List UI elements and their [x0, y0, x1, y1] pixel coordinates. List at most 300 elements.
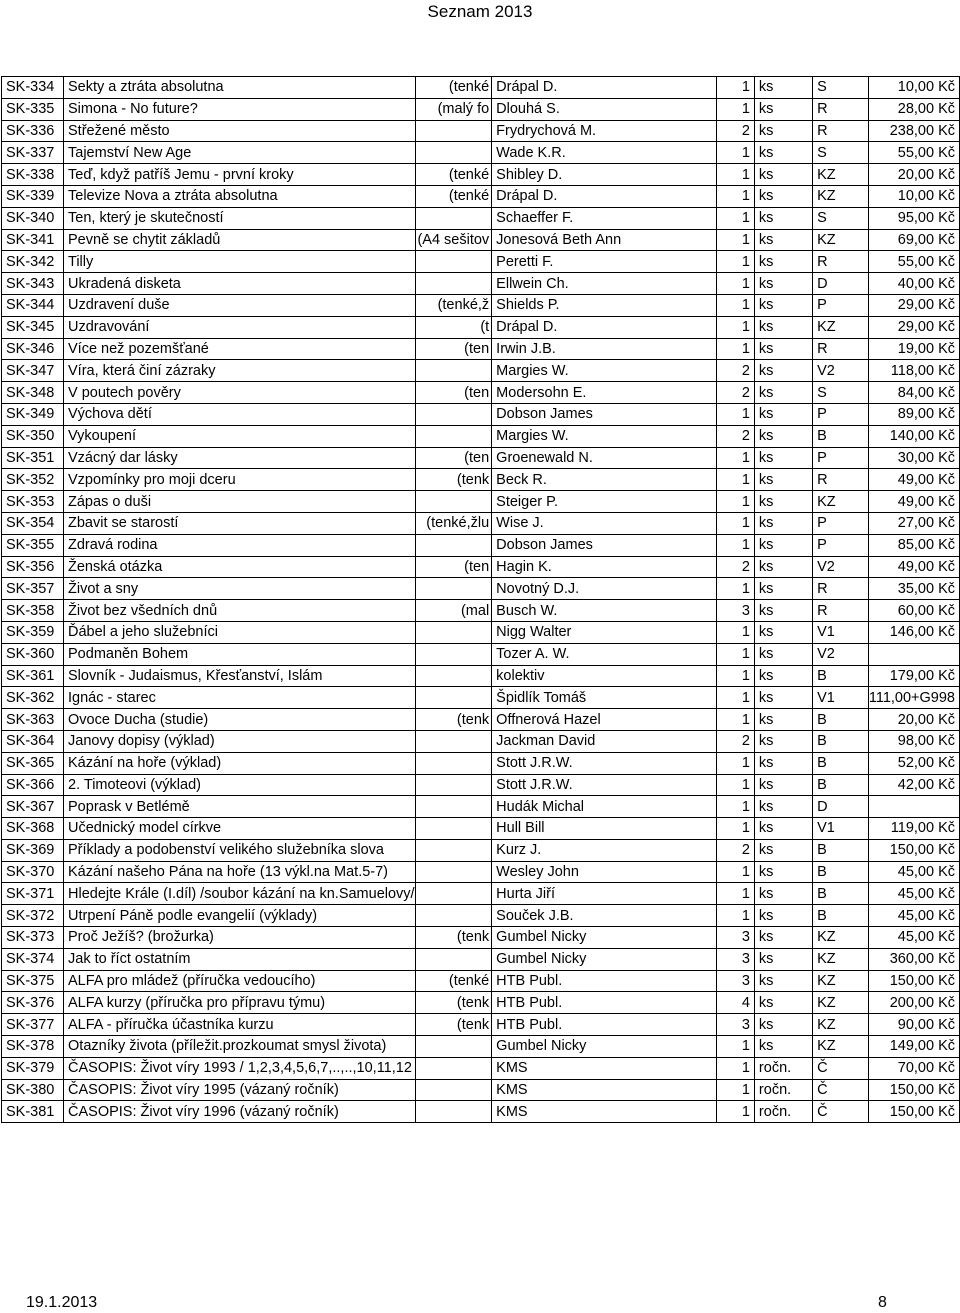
- title-cell: ČASOPIS: Život víry 1995 (vázaný ročník): [64, 1079, 416, 1101]
- code-cell: SK-377: [2, 1014, 64, 1036]
- author-cell: HTB Publ.: [492, 1014, 717, 1036]
- price-cell: 10,00 Kč: [868, 185, 959, 207]
- price-cell: 19,00 Kč: [868, 338, 959, 360]
- table-row: [2, 534, 960, 556]
- price-cell: 20,00 Kč: [868, 709, 959, 731]
- table-row: [2, 207, 960, 229]
- category-cell: KZ: [813, 1014, 869, 1036]
- title-cell: Ignác - starec: [64, 687, 416, 709]
- note-cell: [415, 796, 492, 818]
- author-cell: Nigg Walter: [492, 621, 717, 643]
- author-cell: Wise J.: [492, 512, 717, 534]
- code-cell: SK-370: [2, 861, 64, 883]
- author-cell: kolektiv: [492, 665, 717, 687]
- table-row: [2, 730, 960, 752]
- unit-cell: ks: [754, 294, 812, 316]
- table-row: [2, 643, 960, 665]
- author-cell: Drápal D.: [492, 77, 717, 99]
- author-cell: Dobson James: [492, 403, 717, 425]
- note-cell: (A4 sešitov: [415, 229, 492, 251]
- unit-cell: ks: [754, 273, 812, 295]
- quantity-cell: 1: [717, 316, 754, 338]
- unit-cell: ks: [754, 1014, 812, 1036]
- category-cell: D: [813, 273, 869, 295]
- table-row: [2, 861, 960, 883]
- category-cell: S: [813, 382, 869, 404]
- unit-cell: ks: [754, 883, 812, 905]
- author-cell: Stott J.R.W.: [492, 774, 717, 796]
- price-cell: [868, 643, 959, 665]
- code-cell: SK-352: [2, 469, 64, 491]
- table-row: [2, 1079, 960, 1101]
- code-cell: SK-338: [2, 164, 64, 186]
- code-cell: SK-357: [2, 578, 64, 600]
- table-row: [2, 818, 960, 840]
- note-cell: (tenk: [415, 992, 492, 1014]
- author-cell: Margies W.: [492, 425, 717, 447]
- code-cell: SK-363: [2, 709, 64, 731]
- category-cell: KZ: [813, 229, 869, 251]
- category-cell: Č: [813, 1079, 869, 1101]
- table-row: [2, 338, 960, 360]
- footer-page-number: 8: [878, 1294, 887, 1311]
- author-cell: Kurz J.: [492, 839, 717, 861]
- code-cell: SK-371: [2, 883, 64, 905]
- author-cell: Offnerová Hazel: [492, 709, 717, 731]
- author-cell: Stott J.R.W.: [492, 752, 717, 774]
- category-cell: R: [813, 98, 869, 120]
- note-cell: [415, 861, 492, 883]
- unit-cell: ks: [754, 621, 812, 643]
- code-cell: SK-344: [2, 294, 64, 316]
- note-cell: [415, 643, 492, 665]
- note-cell: [415, 752, 492, 774]
- unit-cell: ks: [754, 752, 812, 774]
- unit-cell: ks: [754, 447, 812, 469]
- table-row: [2, 796, 960, 818]
- note-cell: [415, 687, 492, 709]
- price-cell: 140,00 Kč: [868, 425, 959, 447]
- note-cell: (tenk: [415, 1014, 492, 1036]
- category-cell: KZ: [813, 948, 869, 970]
- title-cell: Hledejte Krále (I.díl) /soubor kázání na kn.Samuelovy/: [64, 883, 416, 905]
- note-cell: (ten: [415, 556, 492, 578]
- author-cell: HTB Publ.: [492, 992, 717, 1014]
- code-cell: SK-334: [2, 77, 64, 99]
- category-cell: Č: [813, 1101, 869, 1123]
- unit-cell: ks: [754, 469, 812, 491]
- note-cell: (t: [415, 316, 492, 338]
- code-cell: SK-380: [2, 1079, 64, 1101]
- title-cell: Život a sny: [64, 578, 416, 600]
- price-cell: 85,00 Kč: [868, 534, 959, 556]
- table-row: [2, 687, 960, 709]
- code-cell: SK-343: [2, 273, 64, 295]
- author-cell: Dlouhá S.: [492, 98, 717, 120]
- code-cell: SK-351: [2, 447, 64, 469]
- unit-cell: ks: [754, 948, 812, 970]
- note-cell: [415, 142, 492, 164]
- title-cell: Uzdravování: [64, 316, 416, 338]
- author-cell: Novotný D.J.: [492, 578, 717, 600]
- quantity-cell: 2: [717, 556, 754, 578]
- quantity-cell: 2: [717, 382, 754, 404]
- table-row: [2, 1014, 960, 1036]
- title-cell: Jak to říct ostatním: [64, 948, 416, 970]
- author-cell: Drápal D.: [492, 316, 717, 338]
- title-cell: Kázání na hoře (výklad): [64, 752, 416, 774]
- note-cell: [415, 1079, 492, 1101]
- table-row: [2, 665, 960, 687]
- title-cell: ALFA pro mládež (příručka vedoucího): [64, 970, 416, 992]
- unit-cell: ročn.: [754, 1101, 812, 1123]
- unit-cell: ks: [754, 142, 812, 164]
- category-cell: B: [813, 861, 869, 883]
- unit-cell: ks: [754, 927, 812, 949]
- price-cell: 150,00 Kč: [868, 1101, 959, 1123]
- note-cell: [415, 730, 492, 752]
- price-cell: 35,00 Kč: [868, 578, 959, 600]
- unit-cell: ks: [754, 578, 812, 600]
- title-cell: Simona - No future?: [64, 98, 416, 120]
- title-cell: Ukradená disketa: [64, 273, 416, 295]
- table-row: [2, 403, 960, 425]
- price-cell: 49,00 Kč: [868, 556, 959, 578]
- unit-cell: ks: [754, 316, 812, 338]
- code-cell: SK-381: [2, 1101, 64, 1123]
- table-row: [2, 556, 960, 578]
- title-cell: V poutech pověry: [64, 382, 416, 404]
- quantity-cell: 2: [717, 425, 754, 447]
- title-cell: Pevně se chytit základů: [64, 229, 416, 251]
- quantity-cell: 4: [717, 992, 754, 1014]
- price-cell: 90,00 Kč: [868, 1014, 959, 1036]
- quantity-cell: 1: [717, 142, 754, 164]
- code-cell: SK-372: [2, 905, 64, 927]
- code-cell: SK-369: [2, 839, 64, 861]
- title-cell: Výchova dětí: [64, 403, 416, 425]
- author-cell: Beck R.: [492, 469, 717, 491]
- author-cell: KMS: [492, 1057, 717, 1079]
- quantity-cell: 1: [717, 534, 754, 556]
- code-cell: SK-375: [2, 970, 64, 992]
- quantity-cell: 1: [717, 621, 754, 643]
- unit-cell: ks: [754, 382, 812, 404]
- category-cell: S: [813, 77, 869, 99]
- table-row: [2, 752, 960, 774]
- code-cell: SK-348: [2, 382, 64, 404]
- quantity-cell: 1: [717, 687, 754, 709]
- price-cell: 89,00 Kč: [868, 403, 959, 425]
- unit-cell: ks: [754, 77, 812, 99]
- unit-cell: ks: [754, 251, 812, 273]
- note-cell: (ten: [415, 447, 492, 469]
- unit-cell: ks: [754, 185, 812, 207]
- title-cell: Vzpomínky pro moji dceru: [64, 469, 416, 491]
- author-cell: Shields P.: [492, 294, 717, 316]
- table-row: [2, 621, 960, 643]
- unit-cell: ks: [754, 905, 812, 927]
- quantity-cell: 1: [717, 512, 754, 534]
- note-cell: [415, 120, 492, 142]
- price-cell: [868, 796, 959, 818]
- title-cell: Ďábel a jeho služebníci: [64, 621, 416, 643]
- title-cell: Podmaněn Bohem: [64, 643, 416, 665]
- category-cell: B: [813, 425, 869, 447]
- title-cell: Ten, který je skutečností: [64, 207, 416, 229]
- table-row: [2, 709, 960, 731]
- price-cell: 95,00 Kč: [868, 207, 959, 229]
- code-cell: SK-376: [2, 992, 64, 1014]
- author-cell: Gumbel Nicky: [492, 1036, 717, 1058]
- author-cell: Irwin J.B.: [492, 338, 717, 360]
- quantity-cell: 1: [717, 77, 754, 99]
- price-cell: 20,00 Kč: [868, 164, 959, 186]
- price-cell: 28,00 Kč: [868, 98, 959, 120]
- table-row: [2, 512, 960, 534]
- note-cell: [415, 948, 492, 970]
- category-cell: P: [813, 512, 869, 534]
- title-cell: Slovník - Judaismus, Křesťanství, Islám: [64, 665, 416, 687]
- price-cell: 146,00 Kč: [868, 621, 959, 643]
- note-cell: (tenké: [415, 185, 492, 207]
- quantity-cell: 1: [717, 861, 754, 883]
- author-cell: Hudák Michal: [492, 796, 717, 818]
- quantity-cell: 3: [717, 1014, 754, 1036]
- category-cell: V2: [813, 360, 869, 382]
- category-cell: B: [813, 709, 869, 731]
- price-cell: 27,00 Kč: [868, 512, 959, 534]
- category-cell: R: [813, 251, 869, 273]
- quantity-cell: 3: [717, 927, 754, 949]
- price-cell: 119,00 Kč: [868, 818, 959, 840]
- table-row: [2, 970, 960, 992]
- unit-cell: ks: [754, 839, 812, 861]
- price-cell: 98,00 Kč: [868, 730, 959, 752]
- code-cell: SK-350: [2, 425, 64, 447]
- note-cell: (tenké,ž: [415, 294, 492, 316]
- code-cell: SK-353: [2, 491, 64, 513]
- title-cell: Otazníky života (příležit.prozkoumat smysl života): [64, 1036, 416, 1058]
- unit-cell: ks: [754, 534, 812, 556]
- author-cell: Jonesová Beth Ann: [492, 229, 717, 251]
- unit-cell: ks: [754, 229, 812, 251]
- quantity-cell: 1: [717, 665, 754, 687]
- category-cell: KZ: [813, 970, 869, 992]
- quantity-cell: 1: [717, 273, 754, 295]
- note-cell: [415, 1036, 492, 1058]
- code-cell: SK-337: [2, 142, 64, 164]
- table-row: [2, 948, 960, 970]
- note-cell: (mal: [415, 600, 492, 622]
- quantity-cell: 1: [717, 818, 754, 840]
- quantity-cell: 1: [717, 207, 754, 229]
- footer-date: 19.1.2013: [26, 1294, 98, 1311]
- author-cell: Gumbel Nicky: [492, 927, 717, 949]
- note-cell: [415, 534, 492, 556]
- note-cell: [415, 491, 492, 513]
- category-cell: B: [813, 665, 869, 687]
- title-cell: Uzdravení duše: [64, 294, 416, 316]
- code-cell: SK-368: [2, 818, 64, 840]
- price-cell: 42,00 Kč: [868, 774, 959, 796]
- author-cell: Margies W.: [492, 360, 717, 382]
- quantity-cell: 1: [717, 338, 754, 360]
- code-cell: SK-373: [2, 927, 64, 949]
- quantity-cell: 1: [717, 469, 754, 491]
- category-cell: KZ: [813, 316, 869, 338]
- author-cell: Peretti F.: [492, 251, 717, 273]
- unit-cell: ks: [754, 120, 812, 142]
- title-cell: Střežené město: [64, 120, 416, 142]
- author-cell: Schaeffer F.: [492, 207, 717, 229]
- category-cell: KZ: [813, 927, 869, 949]
- unit-cell: ks: [754, 818, 812, 840]
- category-cell: KZ: [813, 1036, 869, 1058]
- unit-cell: ks: [754, 774, 812, 796]
- table-row: [2, 1036, 960, 1058]
- quantity-cell: 1: [717, 796, 754, 818]
- code-cell: SK-358: [2, 600, 64, 622]
- unit-cell: ks: [754, 98, 812, 120]
- title-cell: ALFA - příručka účastníka kurzu: [64, 1014, 416, 1036]
- title-cell: ČASOPIS: Život víry 1993 / 1,2,3,4,5,6,7,..,..,10,11,12: [64, 1057, 416, 1079]
- title-cell: Víra, která činí zázraky: [64, 360, 416, 382]
- quantity-cell: 1: [717, 294, 754, 316]
- unit-cell: ks: [754, 687, 812, 709]
- note-cell: [415, 425, 492, 447]
- unit-cell: ks: [754, 600, 812, 622]
- note-cell: (malý fo: [415, 98, 492, 120]
- table-row: [2, 142, 960, 164]
- category-cell: KZ: [813, 992, 869, 1014]
- note-cell: [415, 578, 492, 600]
- quantity-cell: 1: [717, 905, 754, 927]
- author-cell: Jackman David: [492, 730, 717, 752]
- author-cell: Groenewald N.: [492, 447, 717, 469]
- quantity-cell: 3: [717, 600, 754, 622]
- catalog-table: [1, 76, 960, 1123]
- quantity-cell: 1: [717, 578, 754, 600]
- code-cell: SK-339: [2, 185, 64, 207]
- category-cell: V2: [813, 556, 869, 578]
- quantity-cell: 1: [717, 1101, 754, 1123]
- note-cell: [415, 621, 492, 643]
- unit-cell: ks: [754, 556, 812, 578]
- unit-cell: ks: [754, 992, 812, 1014]
- code-cell: SK-356: [2, 556, 64, 578]
- category-cell: P: [813, 294, 869, 316]
- category-cell: S: [813, 207, 869, 229]
- table-row: [2, 382, 960, 404]
- category-cell: R: [813, 578, 869, 600]
- category-cell: R: [813, 469, 869, 491]
- title-cell: Vzácný dar lásky: [64, 447, 416, 469]
- note-cell: [415, 1101, 492, 1123]
- unit-cell: ks: [754, 1036, 812, 1058]
- title-cell: Vykoupení: [64, 425, 416, 447]
- code-cell: SK-347: [2, 360, 64, 382]
- code-cell: SK-361: [2, 665, 64, 687]
- category-cell: B: [813, 839, 869, 861]
- table-row: [2, 1101, 960, 1123]
- category-cell: B: [813, 730, 869, 752]
- title-cell: Proč Ježíš? (brožurka): [64, 927, 416, 949]
- title-cell: Janovy dopisy (výklad): [64, 730, 416, 752]
- table-row: [2, 992, 960, 1014]
- title-cell: Teď, když patříš Jemu - první kroky: [64, 164, 416, 186]
- title-cell: Kázání našeho Pána na hoře (13 výkl.na Mat.5-7): [64, 861, 416, 883]
- unit-cell: ks: [754, 338, 812, 360]
- code-cell: SK-345: [2, 316, 64, 338]
- price-cell: 150,00 Kč: [868, 970, 959, 992]
- price-cell: 40,00 Kč: [868, 273, 959, 295]
- price-cell: 10,00 Kč: [868, 77, 959, 99]
- title-cell: Zdravá rodina: [64, 534, 416, 556]
- price-cell: 60,00 Kč: [868, 600, 959, 622]
- price-cell: 45,00 Kč: [868, 927, 959, 949]
- unit-cell: ks: [754, 643, 812, 665]
- category-cell: B: [813, 905, 869, 927]
- author-cell: Wesley John: [492, 861, 717, 883]
- price-cell: 30,00 Kč: [868, 447, 959, 469]
- category-cell: D: [813, 796, 869, 818]
- table-row: [2, 905, 960, 927]
- code-cell: SK-354: [2, 512, 64, 534]
- category-cell: P: [813, 534, 869, 556]
- table-row: [2, 578, 960, 600]
- unit-cell: ks: [754, 425, 812, 447]
- price-cell: 55,00 Kč: [868, 142, 959, 164]
- table-row: [2, 469, 960, 491]
- table-row: [2, 927, 960, 949]
- author-cell: Dobson James: [492, 534, 717, 556]
- table-row: [2, 251, 960, 273]
- code-cell: SK-362: [2, 687, 64, 709]
- table-row: [2, 774, 960, 796]
- price-cell: 29,00 Kč: [868, 316, 959, 338]
- category-cell: R: [813, 600, 869, 622]
- category-cell: B: [813, 883, 869, 905]
- quantity-cell: 2: [717, 360, 754, 382]
- unit-cell: ks: [754, 730, 812, 752]
- author-cell: Modersohn E.: [492, 382, 717, 404]
- title-cell: Příklady a podobenství velikého služebníka slova: [64, 839, 416, 861]
- quantity-cell: 1: [717, 709, 754, 731]
- price-cell: 45,00 Kč: [868, 861, 959, 883]
- category-cell: R: [813, 338, 869, 360]
- quantity-cell: 1: [717, 643, 754, 665]
- category-cell: S: [813, 142, 869, 164]
- table-row: [2, 883, 960, 905]
- title-cell: Ovoce Ducha (studie): [64, 709, 416, 731]
- quantity-cell: 1: [717, 752, 754, 774]
- quantity-cell: 2: [717, 120, 754, 142]
- category-cell: R: [813, 120, 869, 142]
- quantity-cell: 1: [717, 185, 754, 207]
- quantity-cell: 1: [717, 403, 754, 425]
- author-cell: Ellwein Ch.: [492, 273, 717, 295]
- table-row: [2, 164, 960, 186]
- table-row: [2, 273, 960, 295]
- unit-cell: ks: [754, 665, 812, 687]
- title-cell: Zápas o duši: [64, 491, 416, 513]
- title-cell: ALFA kurzy (příručka pro přípravu týmu): [64, 992, 416, 1014]
- category-cell: KZ: [813, 164, 869, 186]
- price-cell: 111,00+G998: [868, 687, 959, 709]
- author-cell: Steiger P.: [492, 491, 717, 513]
- table-row: [2, 229, 960, 251]
